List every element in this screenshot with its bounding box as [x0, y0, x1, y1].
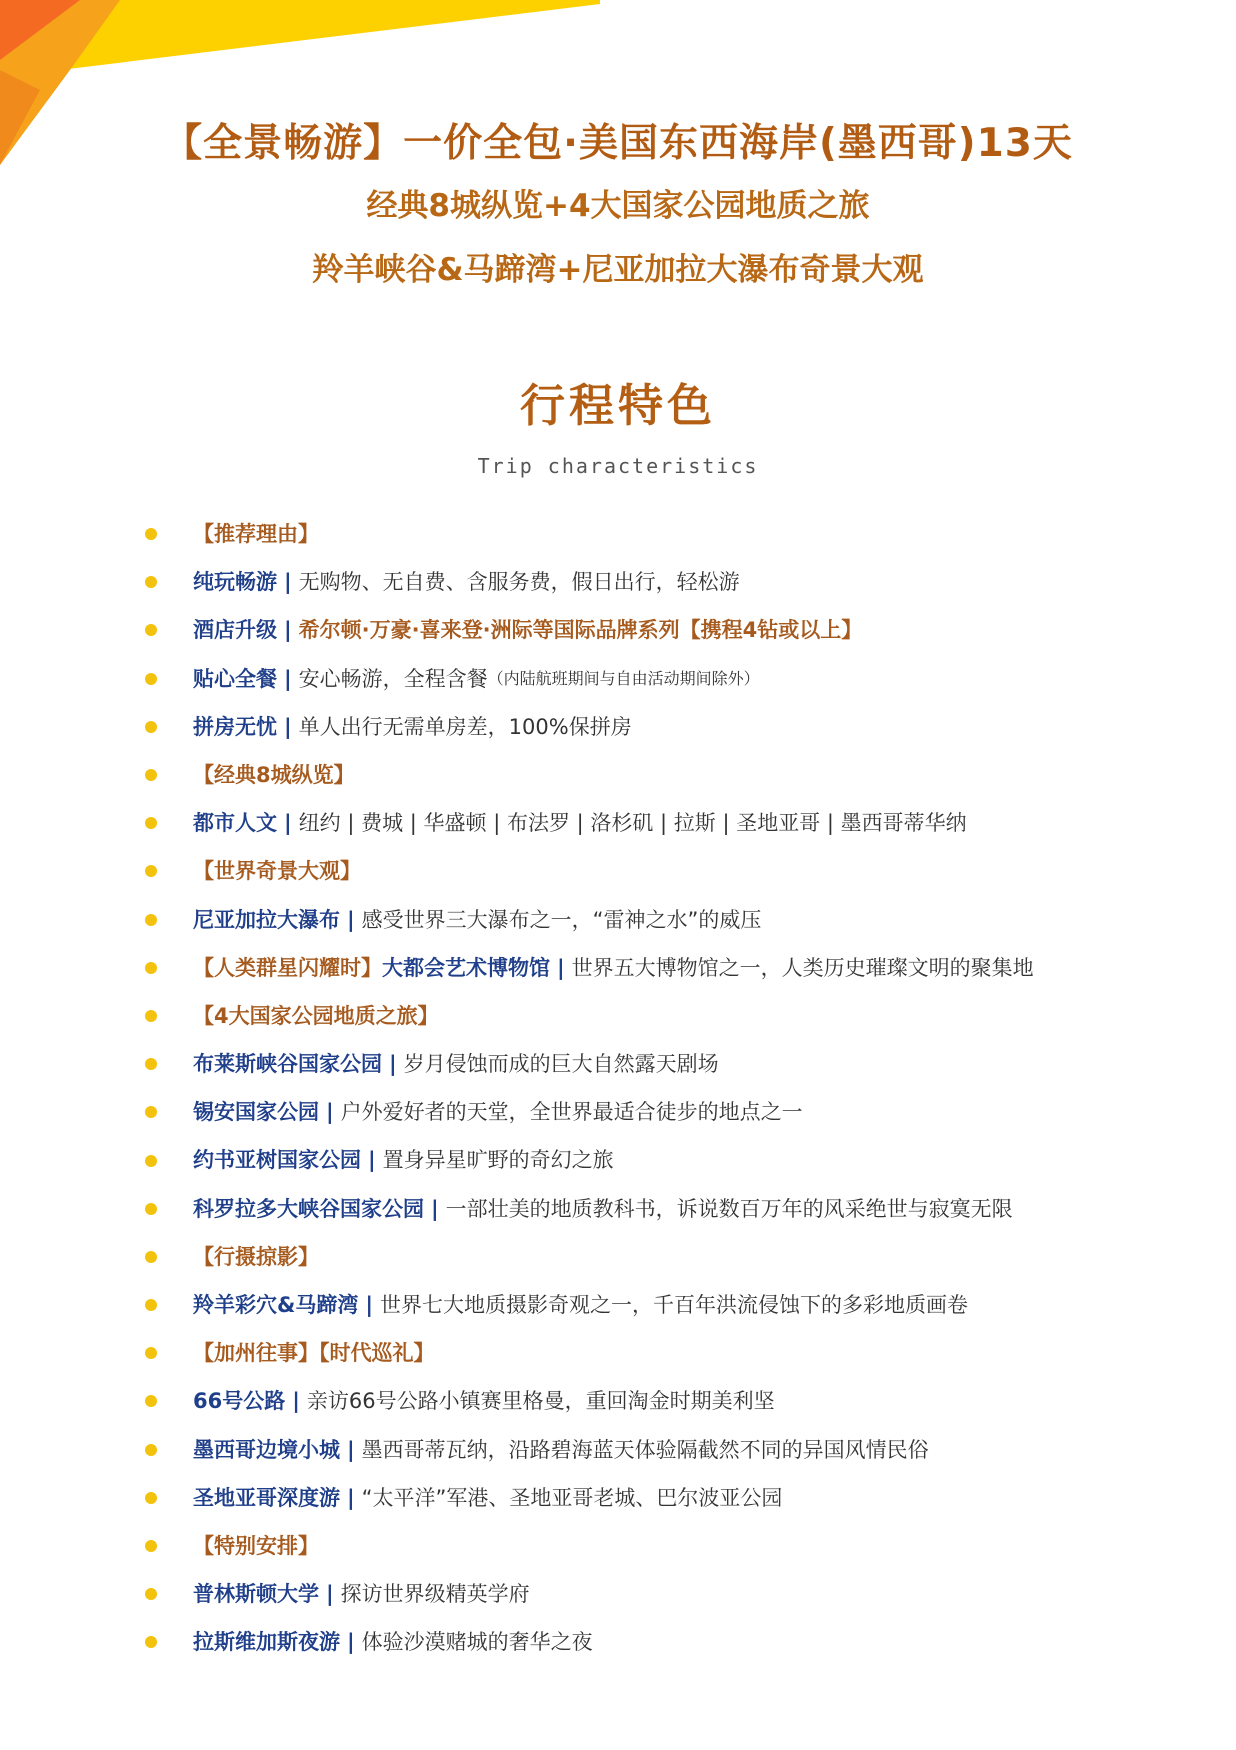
feature-name: 布莱斯峡谷国家公园 — [193, 1052, 382, 1077]
category-heading-label: 【特别安排】 — [193, 1533, 319, 1558]
feature-description: 世界七大地质摄影奇观之一，千百年洪流侵蚀下的多彩地质画卷 — [380, 1293, 968, 1317]
feature-separator: | — [326, 1100, 334, 1125]
feature-item — [145, 1136, 1185, 1184]
feature-item — [145, 1088, 1185, 1136]
bullet-icon — [145, 721, 157, 733]
feature-item — [145, 1377, 1185, 1425]
feature-highlight: 希尔顿·万豪·喜来登·洲际等国际品牌系列【携程4钻或以上】 — [298, 618, 863, 643]
bullet-icon — [145, 1106, 157, 1118]
section-title: 行程特色 — [519, 379, 716, 432]
feature-separator: | — [347, 1485, 355, 1510]
bullet-icon — [145, 1636, 157, 1648]
feature-description: 岁月侵蚀而成的巨大自然露天剧场 — [403, 1052, 719, 1077]
feature-separator: | — [292, 1389, 300, 1414]
feature-item — [145, 1426, 1185, 1474]
title-block — [0, 118, 1236, 294]
feature-description: 户外爱好者的天堂，全世界最适合徒步的地点之一 — [340, 1100, 803, 1125]
bullet-icon — [145, 673, 157, 685]
bullet-icon — [145, 1395, 157, 1407]
feature-name: 圣地亚哥深度游 — [193, 1485, 340, 1510]
subtitle-2: 羚羊峡谷&马蹄湾+尼亚加拉大瀑布奇景大观 — [312, 252, 924, 288]
feature-list — [145, 510, 1185, 1667]
feature-description: 一部壮美的地质教科书，诉说数百万年的风采绝世与寂寞无限 — [445, 1196, 1013, 1221]
feature-item — [145, 1040, 1185, 1088]
category-heading — [145, 751, 1185, 799]
bullet-icon — [145, 624, 157, 636]
category-heading-label: 【经典8城纵览】 — [193, 762, 355, 787]
bullet-icon — [145, 914, 157, 926]
category-heading-label: 【推荐理由】 — [193, 522, 319, 546]
feature-name: 酒店升级 — [193, 618, 277, 643]
feature-description: 无购物、无自费、含服务费，假日出行，轻松游 — [298, 570, 740, 595]
category-heading-label: 【4大国家公园地质之旅】 — [193, 1003, 439, 1028]
feature-separator: | — [368, 1148, 376, 1173]
feature-description: “太平洋”军港、圣地亚哥老城、巴尔波亚公园 — [361, 1485, 783, 1510]
feature-item — [145, 1185, 1185, 1233]
feature-name: 贴心全餐 — [193, 666, 277, 691]
feature-name: 大都会艺术博物馆 — [382, 955, 550, 980]
bullet-icon — [145, 769, 157, 781]
feature-name: 普林斯顿大学 — [193, 1582, 319, 1607]
feature-description: 纽约 | 费城 | 华盛顿 | 布法罗 | 洛杉矶 | 拉斯 | 圣地亚哥 | 墨西哥蒂华纳 — [298, 811, 967, 836]
bullet-icon — [145, 1010, 157, 1022]
category-heading — [145, 992, 1185, 1040]
category-heading — [145, 1329, 1185, 1377]
feature-item — [145, 1474, 1185, 1522]
category-heading — [145, 510, 1185, 558]
feature-separator: | — [284, 714, 292, 739]
category-heading-label: 【行摄掠影】 — [193, 1244, 319, 1269]
feature-separator: | — [326, 1582, 334, 1607]
feature-separator: | — [284, 618, 292, 643]
feature-description: 感受世界三大瀑布之一，“雷神之水”的威压 — [361, 907, 762, 932]
bullet-icon — [145, 1251, 157, 1263]
feature-description: 体验沙漠赌城的奢华之夜 — [361, 1630, 593, 1655]
feature-item — [145, 896, 1185, 944]
bullet-icon — [145, 1347, 157, 1359]
subtitle-1: 经典8城纵览+4大国家公园地质之旅 — [366, 188, 870, 224]
bullet-icon — [145, 1203, 157, 1215]
feature-note: （内陆航班期间与自由活动期间除外） — [487, 668, 760, 688]
feature-item — [145, 655, 1185, 703]
feature-item — [145, 606, 1185, 654]
category-heading-label: 【世界奇景大观】 — [193, 859, 361, 884]
category-heading — [145, 1522, 1185, 1570]
feature-name: 纯玩畅游 — [193, 570, 277, 595]
bullet-icon — [145, 1155, 157, 1167]
feature-prefix: 【人类群星闪耀时】 — [193, 955, 382, 980]
bullet-icon — [145, 817, 157, 829]
feature-item — [145, 703, 1185, 751]
feature-description: 单人出行无需单房差，100%保拼房 — [298, 714, 632, 739]
feature-item — [145, 1570, 1185, 1618]
feature-name: 都市人文 — [193, 811, 277, 836]
feature-description: 世界五大博物馆之一，人类历史璀璨文明的聚集地 — [571, 955, 1034, 980]
bullet-icon — [145, 962, 157, 974]
feature-description: 亲访66号公路小镇赛里格曼，重回淘金时期美利坚 — [306, 1389, 775, 1414]
bullet-icon — [145, 865, 157, 877]
bullet-icon — [145, 1588, 157, 1600]
bullet-icon — [145, 1444, 157, 1456]
feature-name: 约书亚树国家公园 — [193, 1148, 361, 1173]
feature-name: 锡安国家公园 — [193, 1100, 319, 1125]
feature-name: 羚羊彩穴&马蹄湾 — [193, 1293, 359, 1317]
feature-item — [145, 799, 1185, 847]
feature-separator: | — [557, 955, 565, 980]
feature-separator: | — [347, 907, 355, 932]
bullet-icon — [145, 1492, 157, 1504]
bullet-icon — [145, 1540, 157, 1552]
feature-description: 置身异星旷野的奇幻之旅 — [382, 1148, 614, 1173]
feature-description: 墨西哥蒂瓦纳，沿路碧海蓝天体验隔截然不同的异国风情民俗 — [361, 1437, 929, 1462]
section-header — [0, 378, 1236, 478]
feature-item — [145, 944, 1185, 992]
bullet-icon — [145, 576, 157, 588]
feature-separator: | — [431, 1196, 439, 1221]
feature-name: 66号公路 — [193, 1389, 286, 1414]
section-subtitle: Trip characteristics — [477, 454, 759, 478]
feature-separator: | — [347, 1437, 355, 1462]
feature-name: 科罗拉多大峡谷国家公园 — [193, 1196, 424, 1221]
feature-item — [145, 1281, 1185, 1329]
feature-separator: | — [365, 1293, 373, 1317]
bullet-icon — [145, 1058, 157, 1070]
feature-separator: | — [389, 1052, 397, 1077]
feature-item — [145, 1618, 1185, 1666]
feature-separator: | — [284, 666, 292, 691]
feature-separator: | — [347, 1630, 355, 1655]
category-heading-label: 【加州往事】【时代巡礼】 — [193, 1341, 435, 1366]
feature-name: 拼房无忧 — [193, 714, 277, 739]
category-heading — [145, 847, 1185, 895]
feature-description: 探访世界级精英学府 — [340, 1582, 530, 1607]
feature-separator: | — [284, 811, 292, 836]
bullet-icon — [145, 1299, 157, 1311]
feature-name: 墨西哥边境小城 — [193, 1437, 340, 1462]
feature-separator: | — [284, 570, 292, 595]
main-title: 【全景畅游】一价全包·美国东西海岸(墨西哥)13天 — [163, 121, 1073, 166]
feature-name: 尼亚加拉大瀑布 — [193, 907, 340, 932]
feature-name: 拉斯维加斯夜游 — [193, 1630, 340, 1655]
bullet-icon — [145, 528, 157, 540]
category-heading — [145, 1233, 1185, 1281]
feature-description: 安心畅游，全程含餐 — [298, 666, 488, 691]
feature-item — [145, 558, 1185, 606]
